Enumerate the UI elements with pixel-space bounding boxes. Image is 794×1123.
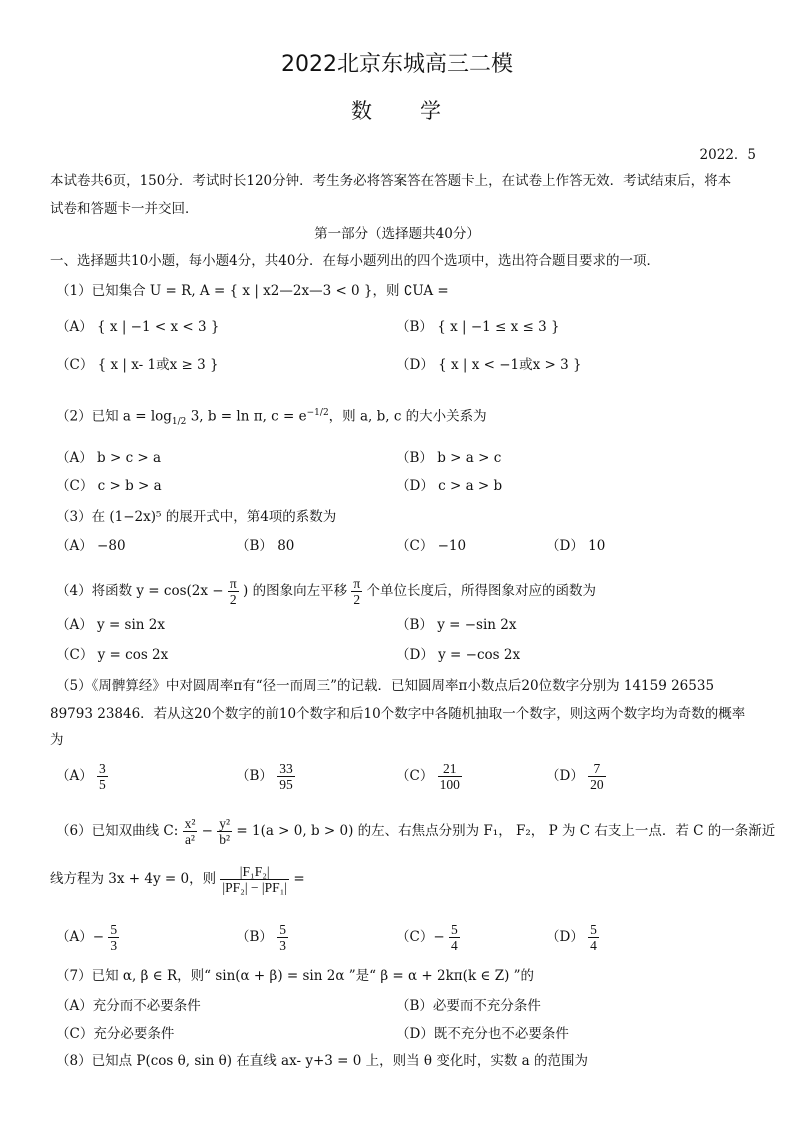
q2-stem-mid: 3, b = ln π, c = e [186,408,307,425]
q5-option-b: （B） $\frac{33}{95}$ [236,761,293,792]
q4-stem-post: 个单位长度后，所得图象对应的函数为 [366,583,596,599]
q2-stem-post: ，则 a, b, c 的大小关系为 [328,408,487,425]
q1-option-a: （A） { x | −1 < x < 3 } [56,319,220,335]
q4-stem [56,573,596,609]
q5-option-d: （D） $\frac{7}{20}$ [546,761,604,792]
q6-line-2: 线方程为 3x + 4y = 0，则 $\frac{\text{|F₁F₂|}}{\text{|PF₂| − |PF₁|}}$ = [50,864,305,895]
part-heading: 第一部分（选择题共40分） [314,226,480,242]
q6-ratio: $\frac{\text{|F₁F₂|}}{\text{|PF₂| − |PF₁|}}$ [222,864,288,895]
q3-option-c: （C） −10 [396,538,467,554]
q1-stem: （1）已知集合 U = R, A = { x | x2—2x—3 < 0 }，则 ∁UA = [56,283,449,299]
q8-stem: （8）已知点 P(cos θ, sin θ) 在直线 ax- y+3 = 0 上，则当 θ 变化时，实数 a 的范围为 [56,1053,588,1069]
q1-option-d: （D） { x | x < −1或x > 3 } [396,357,582,373]
q7-option-d: （D）既不充分也不必要条件 [396,1026,569,1042]
q4-option-b: （B） y = −sin 2x [396,617,517,633]
q6-frac-y: $\frac{\text{y²}}{\text{b²}}$ [219,816,231,847]
q4-option-c: （C） y = cos 2x [56,647,169,663]
q5-line-2: 89793 23846．若从这20个数字的前10个数字和后10个数字中各随机抽取一个数字，则这两个数字均为奇数的概率 [50,706,746,722]
q3-stem: （3）在 (1−2x)⁵ 的展开式中，第4项的系数为 [56,509,337,525]
intro-line-2: 试卷和答题卡一并交回． [50,201,199,217]
q5-option-a: （A） $\frac{3}{5}$ [56,761,106,792]
q6-option-d: （D） $\frac{5}{4}$ [546,922,597,953]
q2-option-a: （A） b > c > a [56,450,162,466]
q2-stem-pre: （2）已知 a = log [56,408,172,425]
q5-option-c: （C） $\frac{21}{100}$ [396,761,460,792]
q4-pi-over-2-a: $\frac{\pi}{2}$ [229,576,237,607]
q2-log-base: 1/2 [171,417,187,428]
q7-stem: （7）已知 α, β ∈ R，则“ sin(α + β) = sin 2α ”是“ β = α + 2kπ(k ∈ Z) ”的 [56,968,535,984]
q7-option-c: （C）充分必要条件 [56,1026,175,1042]
exam-date: 2022．5 [699,147,756,163]
exam-title: 2022北京东城高三二模 [281,52,513,77]
q2-option-c: （C） c > b > a [56,478,162,494]
q2-option-d: （D） c > a > b [396,478,503,494]
q5-line-1: （5）《周髀算经》中对圆周率π有“径一而周三”的记载．已知圆周率π小数点后20位数字分别为 14159 26535 [56,678,715,694]
subject-title: 数 学 [351,99,443,123]
q2-exp-num: 1 [314,408,320,418]
q4-option-d: （D） y = −cos 2x [396,647,521,663]
q3-option-a: （A） −80 [56,538,126,554]
q6-option-b: （B） $\frac{5}{3}$ [236,922,286,953]
q6-option-c: （C）− $\frac{5}{4}$ [396,922,458,953]
q7-option-b: （B）必要而不充分条件 [396,998,541,1014]
q4-pi-over-2-b: $\frac{\pi}{2}$ [353,576,361,607]
q1-option-c: （C） { x | x- 1或x ≥ 3 } [56,357,219,373]
section-instructions: 一、选择题共10小题，每小题4分，共40分．在每小题列出的四个选项中，选出符合题目要求的一项． [50,253,660,269]
q6-option-a: （A）− $\frac{5}{3}$ [56,922,118,953]
q6-stem: （6）已知双曲线 C: $\frac{\text{x²}}{\text{a²}}$ − $\frac{\text{y²}}{\text{b²}}$ = 1(a > 0, b > 0) 的左、右焦点分别为 F₁， F₂， P 为 C 右支上一点．若 C 的一条渐近 [56,816,776,847]
q7-option-a: （A）充分而不必要条件 [56,998,201,1014]
q2-exp-den: 2 [322,408,329,418]
q4-stem-pre: （4）将函数 y = cos(2x − [56,583,224,599]
q3-option-d: （D） 10 [546,538,606,554]
q2-option-b: （B） b > a > c [396,450,502,466]
q3-option-b: （B） 80 [236,538,295,554]
q5-line-3: 为 [50,732,64,748]
q4-option-a: （A） y = sin 2x [56,617,165,633]
q2-stem: （2）已知 $a = \log_{1/2} 3$, b = ln π, $c = e^{-1/2}$，则 a, b, c 的大小关系为 [56,408,487,428]
q4-stem-mid: ) 的图象向左平移 [243,583,348,599]
q6-frac-x: $\frac{\text{x²}}{\text{a²}}$ [184,816,196,847]
intro-line-1: 本试卷共6页，150分．考试时长120分钟．考生务必将答案答在答题卡上，在试卷上作答无效．考试结束后，将本 [50,173,732,189]
q1-option-b: （B） { x | −1 ≤ x ≤ 3 } [396,319,560,335]
